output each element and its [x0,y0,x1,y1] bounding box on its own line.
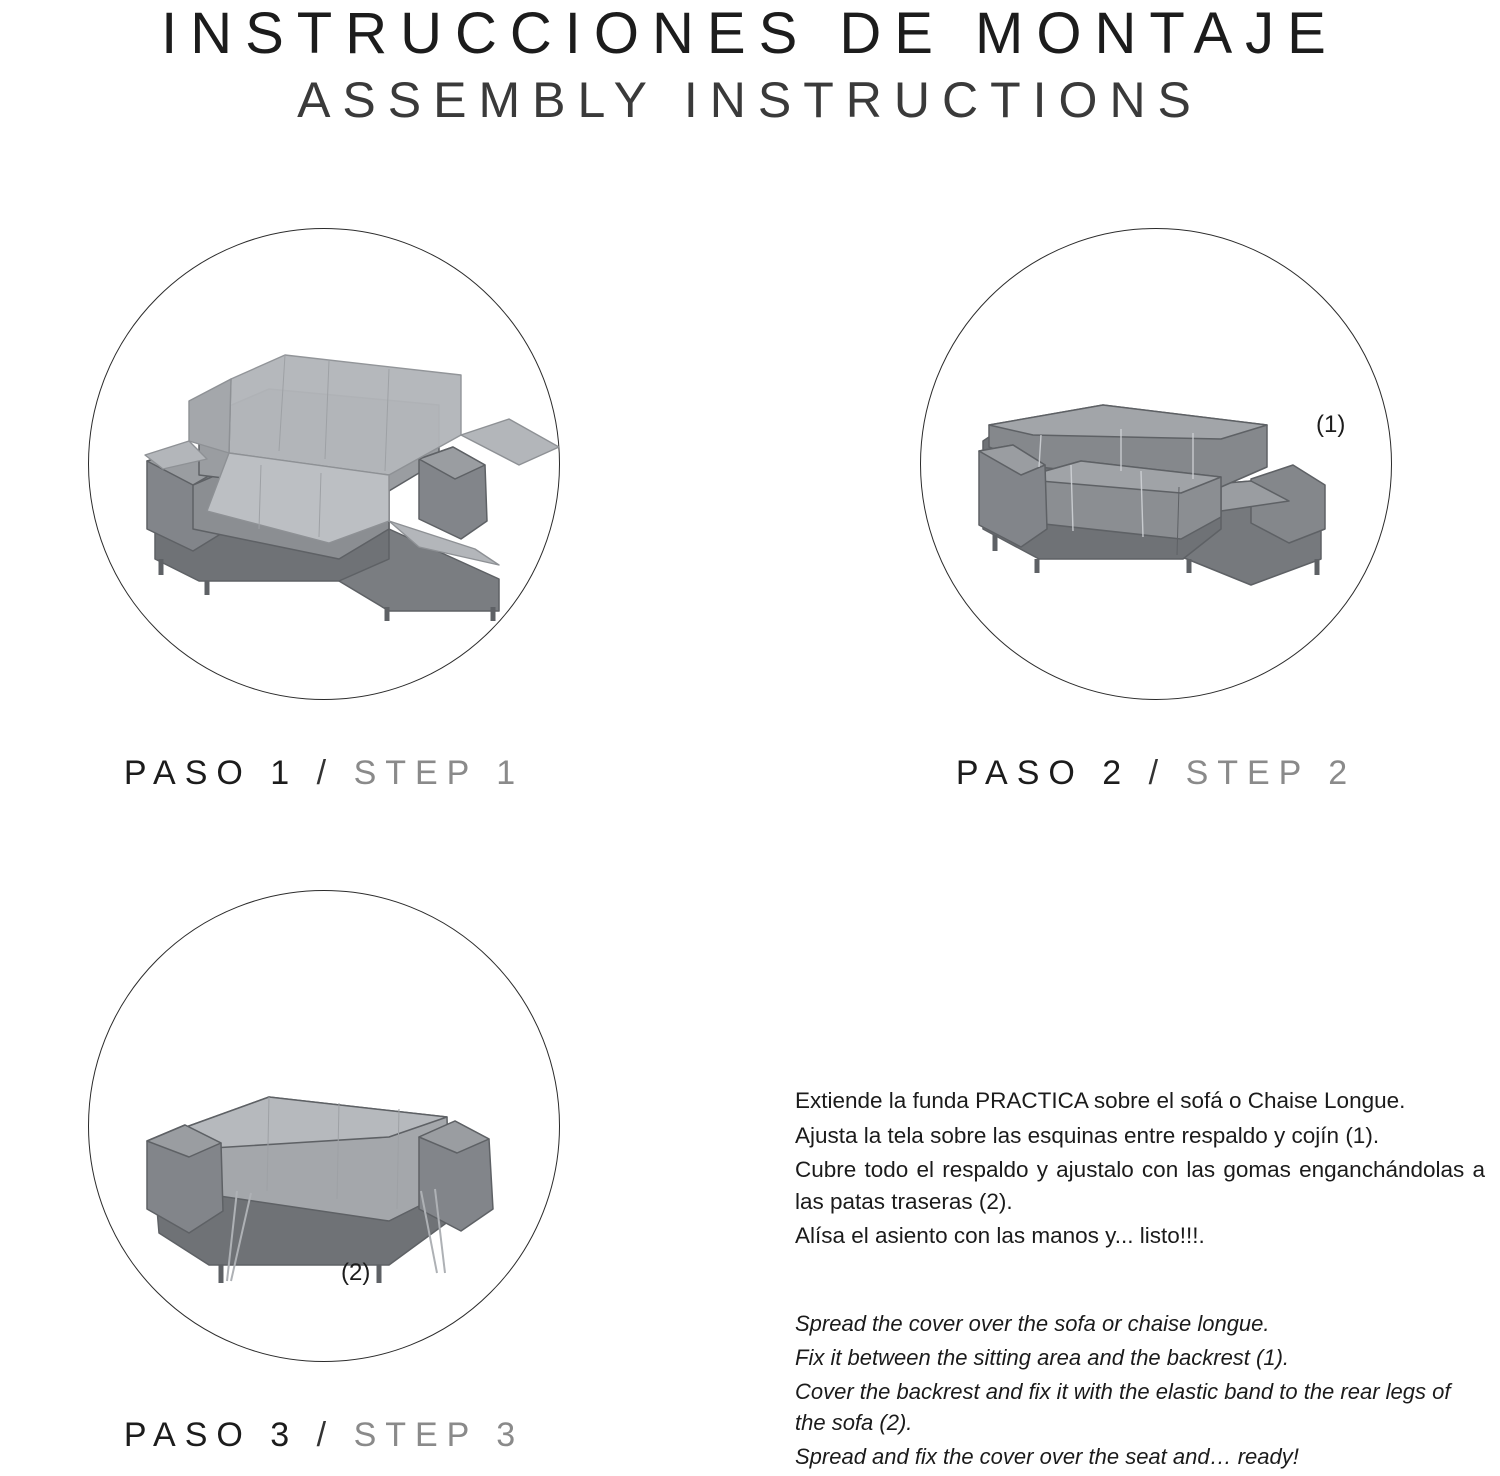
instruction-line-en-4: Spread and fix the cover over the seat and… ready! [795,1444,1299,1470]
step-panel-3 [88,890,560,1455]
page-title-en: ASSEMBLY INSTRUCTIONS [297,71,1203,128]
step-1-caption-en: STEP 1 [353,754,525,792]
step-1-caption-es: PASO 1 [123,754,299,792]
step-2-caption-en: STEP 2 [1185,754,1357,792]
step-1-caption [88,754,560,793]
instructions-english [795,1308,1485,1473]
step-panel-1 [88,228,560,793]
instruction-line-en-1: Spread the cover over the sofa or chaise longue. [795,1310,1270,1336]
illustration-chaise-covered [921,229,1391,699]
step-1-caption-separator: / [316,754,336,792]
instructions-spanish [795,1085,1485,1252]
step-1-illustration-circle [88,228,560,700]
illustration-sofa-rear-elastic [89,891,559,1361]
step-3-caption-en: STEP 3 [353,1416,525,1454]
instruction-line-en-2: Fix it between the sitting area and the backrest (1). [795,1344,1290,1370]
step-3-caption-separator: / [316,1416,336,1454]
page-title-es: INSTRUCCIONES DE MONTAJE [161,1,1339,66]
step-2-caption [920,754,1392,793]
page-header [0,0,1500,128]
step-panel-2 [920,228,1392,793]
instruction-line-es-1: Extiende la funda PRACTICA sobre el sofá o Chaise Longue. [795,1088,1406,1113]
instructions-text-block [795,1085,1485,1476]
step-3-caption-es: PASO 3 [123,1416,299,1454]
step-3-illustration-circle [88,890,560,1362]
callout-marker-1: (1) [1316,411,1346,438]
instruction-line-es-2: Ajusta la tela sobre las esquinas entre respaldo y cojín (1). [795,1122,1380,1148]
callout-marker-2: (2) [341,1259,371,1286]
step-2-caption-es: PASO 2 [955,754,1131,792]
instruction-line-es-4: Alísa el asiento con las manos y... listo!!!. [795,1223,1205,1248]
step-3-caption [88,1416,560,1455]
step-2-illustration-circle [920,228,1392,700]
instruction-line-es-3: Cubre todo el respaldo y ajustalo con las gomas enganchándolas a las patas traseras (2). [795,1157,1485,1214]
instruction-line-en-3: Cover the backrest and fix it with the elastic band to the rear legs of the sofa (2). [795,1378,1451,1436]
step-2-caption-separator: / [1148,754,1168,792]
illustration-sofa-cover-unfolded [89,229,559,699]
